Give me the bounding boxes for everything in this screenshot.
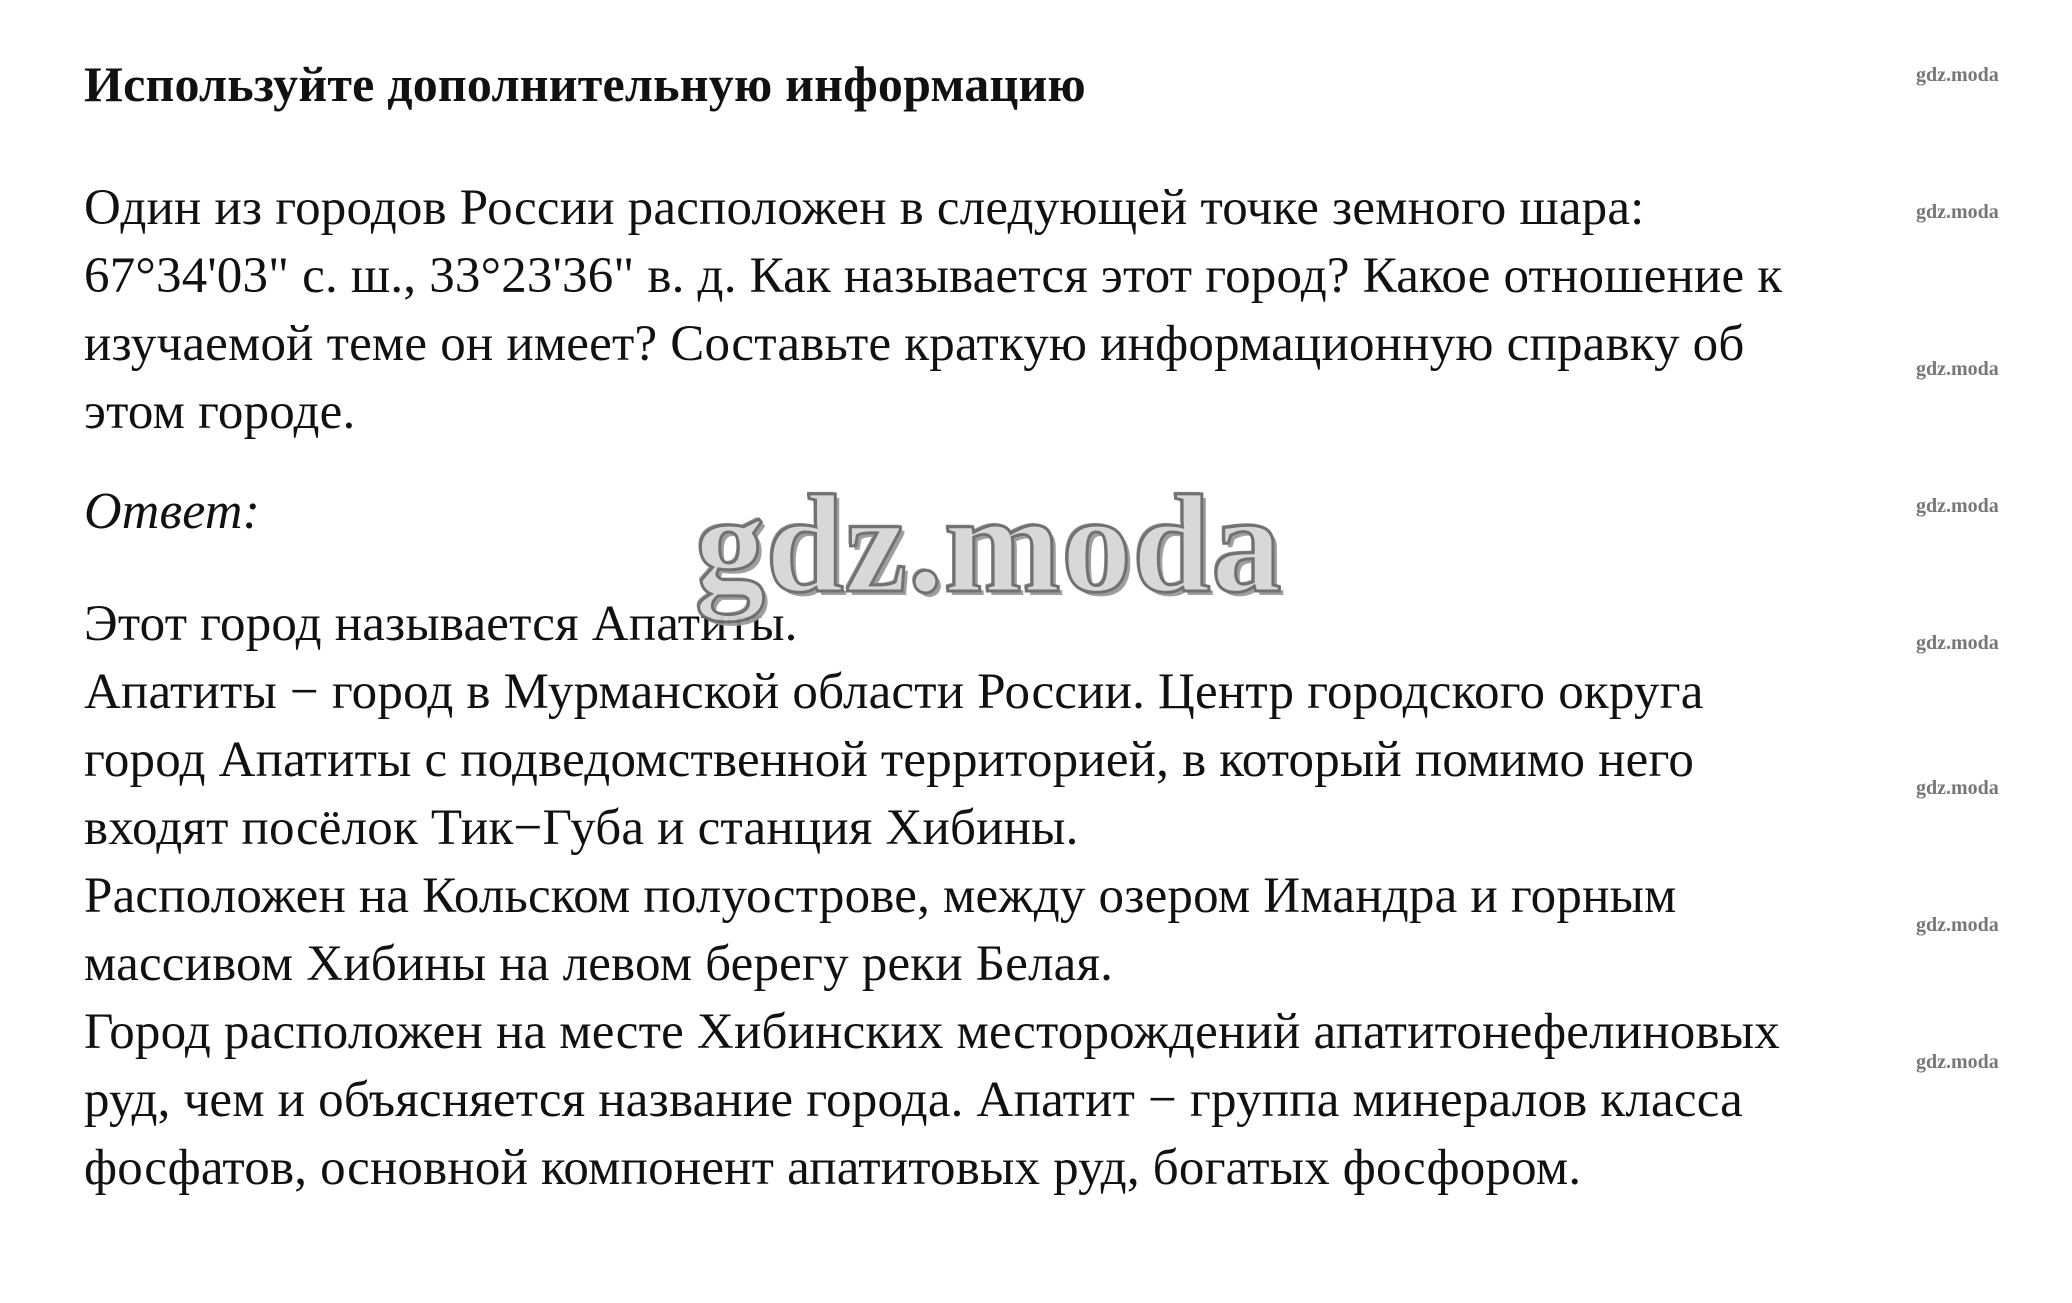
page-heading: Используйте дополнительную информацию [84, 56, 1086, 112]
watermark-small-2: gdz.moda [1916, 201, 1999, 223]
answer-line-1: Этот город называется Апатиты. [84, 596, 798, 652]
answer-line-6: массивом Хибины на левом берегу реки Белая. [84, 936, 1114, 992]
answer-line-8: руд, чем и объясняется название города. Апатит − группа минералов класса [84, 1072, 1744, 1128]
watermark-small-3: gdz.moda [1916, 358, 1999, 380]
watermark-small-5: gdz.moda [1916, 632, 1999, 654]
watermark-small-6: gdz.moda [1916, 777, 1999, 799]
question-line-4: этом городе. [84, 384, 356, 440]
watermark-small-7: gdz.moda [1916, 914, 1999, 936]
answer-line-9: фосфатов, основной компонент апатитовых руд, богатых фосфором. [84, 1140, 1582, 1196]
watermark-small-4: gdz.moda [1916, 495, 1999, 517]
answer-line-3: город Апатиты с подведомственной территорией, в который помимо него [84, 732, 1695, 788]
question-line-3: изучаемой теме он имеет? Составьте краткую информационную справку об [84, 316, 1745, 372]
question-line-1: Один из городов России расположен в следующей точке земного шара: [84, 180, 1645, 236]
answer-label: Ответ: [84, 483, 261, 540]
question-line-2: 67°34'03" с. ш., 33°23'36" в. д. Как называется этот город? Какое отношение к [84, 248, 1783, 304]
watermark-small-1: gdz.moda [1916, 64, 1999, 86]
watermark-large: gdz.moda [695, 467, 1283, 622]
answer-line-7: Город расположен на месте Хибинских месторождений апатитонефелиновых [84, 1004, 1780, 1060]
answer-line-4: входят посёлок Тик−Губа и станция Хибины. [84, 800, 1079, 856]
watermark-small-8: gdz.moda [1916, 1051, 1999, 1073]
answer-line-5: Расположен на Кольском полуострове, между озером Имандра и горным [84, 868, 1677, 924]
answer-line-2: Апатиты − город в Мурманской области России. Центр городского округа [84, 664, 1704, 720]
